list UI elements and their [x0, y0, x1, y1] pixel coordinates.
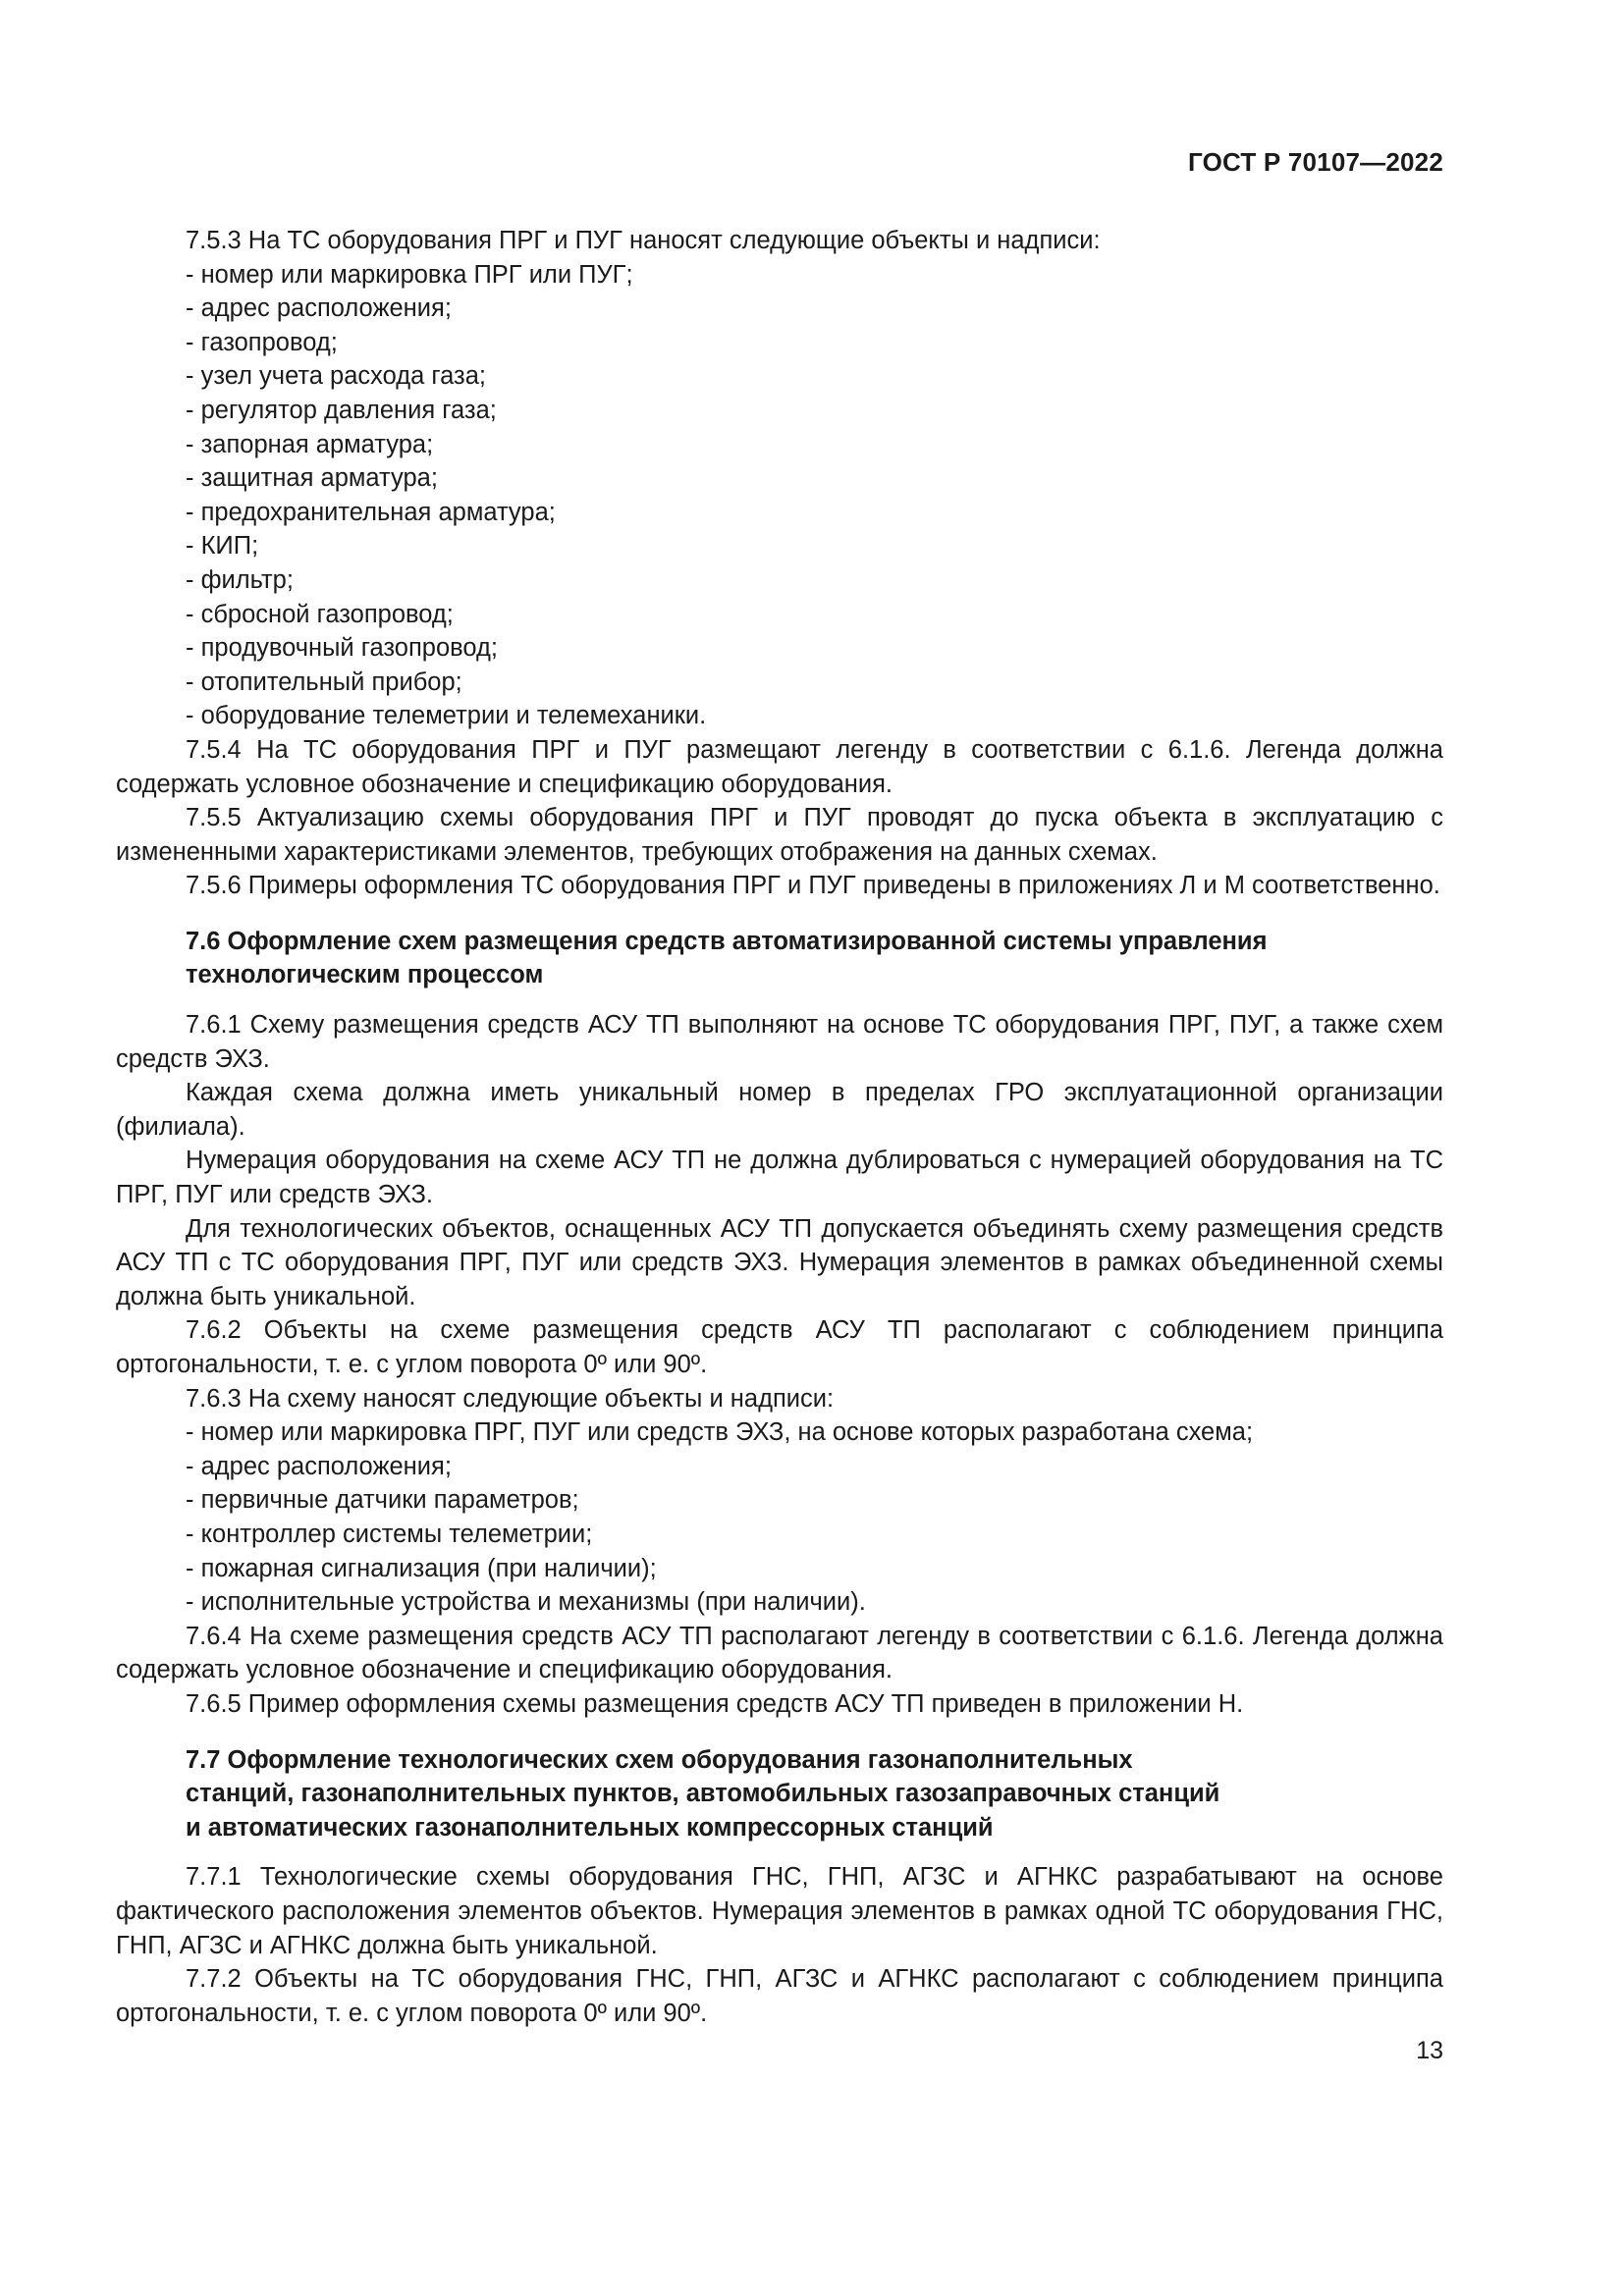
clause-7-5-4: 7.5.4 На ТС оборудования ПРГ и ПУГ размещают легенду в соответствии с 6.1.6. Легенда должна содержать условное обозначение и спецификацию оборудования.	[116, 735, 1443, 798]
list-item: - газопровод;	[186, 328, 338, 356]
page-content	[116, 224, 1443, 2030]
clause-7-5-6: 7.5.6 Примеры оформления ТС оборудования ПРГ и ПУГ приведены в приложениях Л и М соответственно.	[186, 872, 1440, 900]
list-item: - продувочный газопровод;	[186, 634, 498, 663]
list-item: - КИП;	[186, 532, 259, 561]
section-heading-7-6	[116, 925, 1443, 992]
list-item: - отопительный прибор;	[186, 667, 462, 696]
list-item: - адрес расположения;	[186, 1452, 452, 1480]
heading-line: технологическим процессом	[186, 961, 544, 989]
section-heading-7-7	[116, 1743, 1443, 1845]
heading-line: 7.6 Оформление схем размещения средств автоматизированной системы управления	[186, 927, 1268, 955]
clause-7-7-1: 7.7.1 Технологические схемы оборудования ГНС, ГНП, АГЗС и АГНКС разрабатывают на основе фактического расположения элементов объектов. Нумерация элементов в рамках одной ТС оборудования ГНС, ГНП, АГЗС и АГНКС должна быть уникальной.	[116, 1863, 1443, 1959]
clause-7-5-5: 7.5.5 Актуализацию схемы оборудования ПРГ и ПУГ проводят до пуска объекта в эксплуатацию с измененными характеристиками элементов, требующих отображения на данных схемах.	[116, 804, 1443, 866]
list-item: - адрес расположения;	[186, 294, 452, 323]
list-item: - оборудование телеметрии и телемеханики.	[186, 702, 707, 730]
list-item: - номер или маркировка ПРГ или ПУГ;	[186, 260, 633, 289]
list-item: - номер или маркировка ПРГ, ПУГ или средств ЭХЗ, на основе которых разработана схема;	[186, 1418, 1254, 1447]
clause-7-5-3-intro: 7.5.3 На ТС оборудования ПРГ и ПУГ наносят следующие объекты и надписи:	[186, 227, 1101, 254]
clause-7-6-4: 7.6.4 На схеме размещения средств АСУ ТП располагают легенду в соответствии с 6.1.6. Легенда должна содержать условное обозначение и спецификацию оборудования.	[116, 1622, 1443, 1684]
clause-7-6-1: 7.6.1 Схему размещения средств АСУ ТП выполняют на основе ТС оборудования ПРГ, ПУГ, а также схем средств ЭХЗ.	[116, 1011, 1443, 1073]
spacer	[116, 1844, 1443, 1860]
list-item: - исполнительные устройства и механизмы (при наличии).	[186, 1588, 866, 1617]
list-item: - пожарная сигнализация (при наличии);	[186, 1554, 657, 1582]
clause-7-6-2: 7.6.2 Объекты на схеме размещения средств АСУ ТП располагают с соблюдением принципа ортогональности, т. е. с углом поворота 0º или 90º.	[116, 1316, 1443, 1378]
list-item: - первичные датчики параметров;	[186, 1486, 579, 1515]
paragraph: Нумерация оборудования на схеме АСУ ТП не должна дублироваться с нумерацией оборудования на ТС ПРГ, ПУГ или средств ЭХЗ.	[116, 1147, 1443, 1209]
list-item: - запорная арматура;	[186, 430, 434, 458]
list-item: - узел учета расхода газа;	[186, 362, 486, 391]
paragraph: Для технологических объектов, оснащенных АСУ ТП допускается объединять схему размещения средств АСУ ТП с ТС оборудования ПРГ, ПУГ или средств ЭХЗ. Нумерация элементов в рамках объединенной схемы должна быть уникальной.	[116, 1214, 1443, 1310]
standard-code-header: ГОСТ Р 70107—2022	[1188, 147, 1443, 177]
list-item: - защитная арматура;	[186, 464, 438, 493]
page-number: 13	[1416, 2037, 1443, 2064]
list-item: - регулятор давления газа;	[186, 396, 497, 424]
clause-7-7-2: 7.7.2 Объекты на ТС оборудования ГНС, ГНП, АГЗС и АГНКС располагают с соблюдением принципа ортогональности, т. е. с углом поворота 0º или 90º.	[116, 1965, 1443, 2027]
list-item: - предохранительная арматура;	[186, 498, 556, 526]
paragraph: Каждая схема должна иметь уникальный номер в пределах ГРО эксплуатационной организации (филиала).	[116, 1079, 1443, 1141]
list-item: - сбросной газопровод;	[186, 600, 454, 628]
list-item: - контроллер системы телеметрии;	[186, 1520, 593, 1548]
spacer	[116, 903, 1443, 925]
spacer	[116, 992, 1443, 1008]
list-item: - фильтр;	[186, 565, 294, 594]
clause-7-6-5: 7.6.5 Пример оформления схемы размещения средств АСУ ТП приведен в приложении Н.	[186, 1689, 1244, 1718]
heading-line: 7.7 Оформление технологических схем оборудования газонаполнительных	[186, 1745, 1133, 1774]
spacer	[116, 1722, 1443, 1743]
heading-line: и автоматических газонаполнительных компрессорных станций	[186, 1813, 994, 1842]
clause-7-6-3-intro: 7.6.3 На схему наносят следующие объекты и надписи:	[186, 1384, 835, 1413]
heading-line: станций, газонаполнительных пунктов, автомобильных газозаправочных станций	[186, 1780, 1220, 1808]
